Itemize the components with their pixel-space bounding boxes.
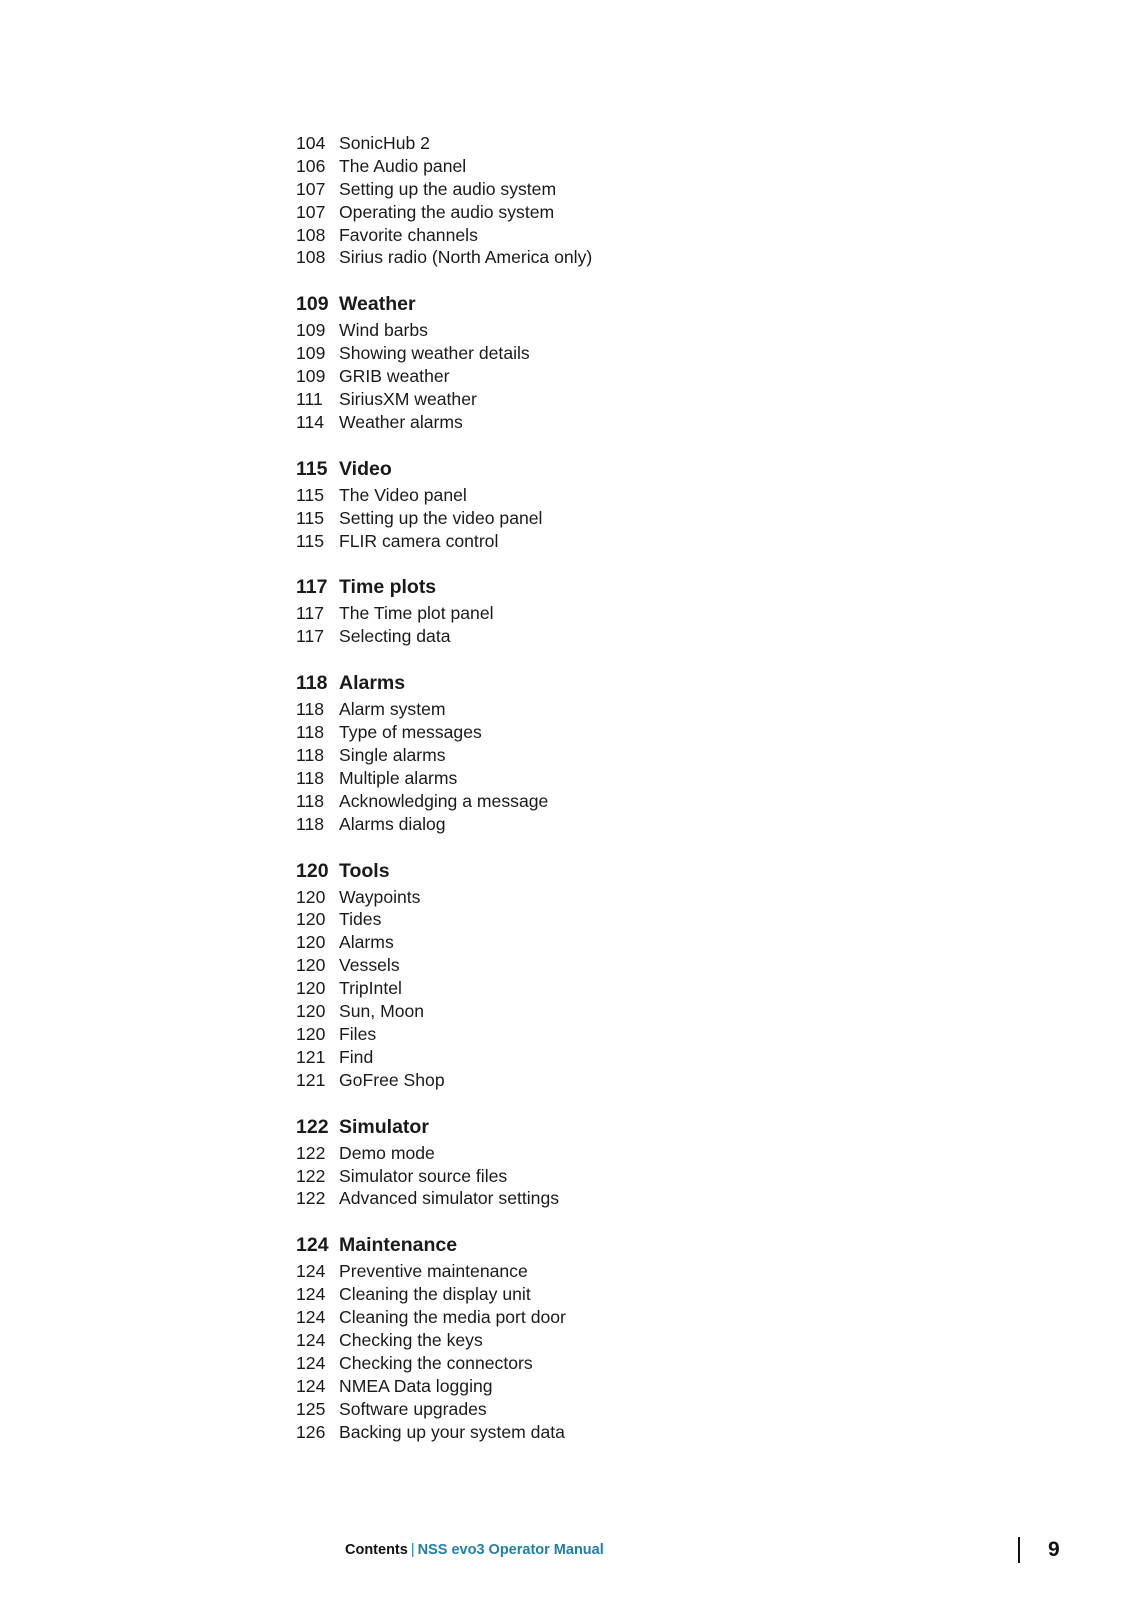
toc-entry[interactable] <box>296 342 996 365</box>
toc-entry-page: 124 <box>296 1261 326 1282</box>
toc-entry-title: Cleaning the display unit <box>339 1284 531 1305</box>
toc-entry-page: 124 <box>296 1307 326 1328</box>
toc-entry-title: Tides <box>339 909 382 930</box>
toc-entry[interactable] <box>296 931 996 954</box>
toc-entry[interactable] <box>296 388 996 411</box>
toc-entry-page: 121 <box>296 1069 326 1090</box>
toc-entry-page: 106 <box>296 155 326 176</box>
toc-entry[interactable] <box>296 1283 996 1306</box>
toc-entry-page: 120 <box>296 886 326 907</box>
footer-separator: | <box>410 1542 415 1558</box>
toc-entry-page: 124 <box>296 1329 326 1350</box>
toc-entry-page: 115 <box>296 507 325 528</box>
toc-entry[interactable] <box>296 1306 996 1329</box>
toc-chapter-page: 122 <box>296 1115 329 1138</box>
toc-entry-page: 114 <box>296 411 325 432</box>
toc-entry-title: Demo mode <box>339 1142 435 1163</box>
toc-entry-page: 118 <box>296 813 325 834</box>
toc-entry[interactable] <box>296 132 996 155</box>
toc-chapter-page: 117 <box>296 576 328 599</box>
toc-entry-title: Acknowledging a message <box>339 790 549 811</box>
toc-entry-page: 109 <box>296 343 326 364</box>
toc-entry-title: FLIR camera control <box>339 530 499 551</box>
toc-entry-title: Setting up the video panel <box>339 507 543 528</box>
toc-entry-page: 107 <box>296 201 326 222</box>
toc-entry[interactable] <box>296 790 996 813</box>
toc-entry-page: 118 <box>296 767 325 788</box>
toc-entry[interactable] <box>296 246 996 269</box>
toc-entry-page: 109 <box>296 320 326 341</box>
toc-entry-title: Operating the audio system <box>339 201 555 222</box>
toc-entry-page: 107 <box>296 178 326 199</box>
toc-entry-page: 117 <box>296 626 325 647</box>
toc-chapter-page: 109 <box>296 293 329 316</box>
toc-entry-title: The Time plot panel <box>339 603 494 624</box>
toc-entry[interactable] <box>296 484 996 507</box>
toc-section <box>296 859 996 1092</box>
toc-entry[interactable] <box>296 224 996 247</box>
toc-entry-title: Preventive maintenance <box>339 1261 528 1282</box>
page-footer <box>345 1542 604 1558</box>
toc-entry-page: 122 <box>296 1188 326 1209</box>
toc-chapter-title: Time plots <box>339 576 437 599</box>
footer-section-label: Contents <box>345 1542 408 1558</box>
toc-entry-title: Weather alarms <box>339 411 463 432</box>
toc-entry-title: Wind barbs <box>339 320 428 341</box>
toc-chapter-heading[interactable] <box>296 671 996 696</box>
toc-entry-page: 108 <box>296 224 326 245</box>
toc-entry[interactable] <box>296 1165 996 1188</box>
toc-entry[interactable] <box>296 1260 996 1283</box>
toc-section <box>296 132 996 269</box>
page-number-divider <box>1018 1537 1020 1563</box>
toc-entry[interactable] <box>296 813 996 836</box>
toc-entry[interactable] <box>296 1421 996 1444</box>
toc-entry-page: 124 <box>296 1284 326 1305</box>
toc-entry-page: 120 <box>296 955 326 976</box>
toc-entry-page: 115 <box>296 484 325 505</box>
toc-entry-page: 108 <box>296 247 326 268</box>
toc-entry[interactable] <box>296 721 996 744</box>
toc-entry-page: 118 <box>296 790 325 811</box>
toc-entry-title: Backing up your system data <box>339 1421 565 1442</box>
toc-entry-page: 120 <box>296 978 326 999</box>
toc-entry-title: GoFree Shop <box>339 1069 445 1090</box>
toc-entry[interactable] <box>296 1069 996 1092</box>
toc-chapter-heading[interactable] <box>296 457 996 482</box>
toc-entry-title: GRIB weather <box>339 366 450 387</box>
toc-entry-page: 111 <box>296 389 323 410</box>
toc-chapter-title: Maintenance <box>339 1234 458 1257</box>
toc-entry[interactable] <box>296 886 996 909</box>
toc-chapter-title: Alarms <box>339 672 406 695</box>
toc-entry-title: Multiple alarms <box>339 767 458 788</box>
toc-entry-title: Sirius radio (North America only) <box>339 247 593 268</box>
toc-chapter-page: 124 <box>296 1234 329 1257</box>
toc-entry[interactable] <box>296 530 996 553</box>
toc-entry[interactable] <box>296 1142 996 1165</box>
toc-entry-page: 115 <box>296 530 325 551</box>
toc-entry-title: Alarms dialog <box>339 813 446 834</box>
toc-entry-title: Waypoints <box>339 886 421 907</box>
toc-entry-page: 109 <box>296 366 326 387</box>
toc-entry[interactable] <box>296 1023 996 1046</box>
toc-chapter-heading[interactable] <box>296 1233 996 1258</box>
toc-entry-page: 126 <box>296 1421 326 1442</box>
toc-entry[interactable] <box>296 365 996 388</box>
toc-entry-page: 124 <box>296 1352 326 1373</box>
toc-chapter-title: Simulator <box>339 1115 429 1138</box>
toc-entry-title: Showing weather details <box>339 343 530 364</box>
toc-entry[interactable] <box>296 1046 996 1069</box>
toc-entry[interactable] <box>296 411 996 434</box>
toc-entry[interactable] <box>296 155 996 178</box>
toc-entry-page: 120 <box>296 909 326 930</box>
toc-entry[interactable] <box>296 1352 996 1375</box>
toc-entry-title: The Audio panel <box>339 155 467 176</box>
toc-entry[interactable] <box>296 977 996 1000</box>
toc-entry-title: Sun, Moon <box>339 1001 425 1022</box>
toc-entry-page: 124 <box>296 1375 326 1396</box>
toc-chapter-title: Video <box>339 457 392 480</box>
toc-entry[interactable] <box>296 319 996 342</box>
toc-section <box>296 575 996 648</box>
toc-entry-title: Advanced simulator settings <box>339 1188 560 1209</box>
toc-section <box>296 292 996 433</box>
toc-entry[interactable] <box>296 1329 996 1352</box>
toc-entry-page: 125 <box>296 1398 326 1419</box>
toc-entry-title: Alarm system <box>339 699 446 720</box>
toc-entry[interactable] <box>296 954 996 977</box>
toc-entry-page: 122 <box>296 1165 326 1186</box>
toc-entry-page: 117 <box>296 603 325 624</box>
toc-entry[interactable] <box>296 1375 996 1398</box>
toc-entry-page: 118 <box>296 722 325 743</box>
table-of-contents <box>296 132 996 1466</box>
toc-section <box>296 671 996 835</box>
toc-entry-page: 118 <box>296 745 325 766</box>
toc-entry[interactable] <box>296 178 996 201</box>
toc-section <box>296 1115 996 1211</box>
toc-section <box>296 457 996 553</box>
toc-entry[interactable] <box>296 201 996 224</box>
toc-entry[interactable] <box>296 744 996 767</box>
toc-entry-title: Vessels <box>339 955 400 976</box>
toc-chapter-title: Tools <box>339 859 390 882</box>
toc-entry-title: NMEA Data logging <box>339 1375 493 1396</box>
toc-entry-title: Alarms <box>339 932 394 953</box>
toc-entry-title: Find <box>339 1046 374 1067</box>
toc-entry-page: 120 <box>296 1001 326 1022</box>
toc-entry-title: Software upgrades <box>339 1398 487 1419</box>
toc-entry-title: Simulator source files <box>339 1165 508 1186</box>
toc-entry-title: Single alarms <box>339 745 446 766</box>
toc-entry[interactable] <box>296 507 996 530</box>
toc-entry-page: 118 <box>296 699 325 720</box>
toc-section <box>296 1233 996 1443</box>
toc-chapter-page: 115 <box>296 457 328 480</box>
toc-entry-title: TripIntel <box>339 978 402 999</box>
toc-entry-title: Setting up the audio system <box>339 178 557 199</box>
toc-chapter-page: 120 <box>296 859 329 882</box>
toc-entry-title: Files <box>339 1023 377 1044</box>
toc-chapter-page: 118 <box>296 672 328 695</box>
toc-entry-title: The Video panel <box>339 484 467 505</box>
toc-entry-title: SiriusXM weather <box>339 389 477 410</box>
toc-entry[interactable] <box>296 1000 996 1023</box>
toc-entry-page: 122 <box>296 1142 326 1163</box>
footer-manual-title: NSS evo3 Operator Manual <box>417 1542 604 1558</box>
toc-entry-title: Favorite channels <box>339 224 478 245</box>
toc-entry-title: Selecting data <box>339 626 451 647</box>
toc-entry-title: Cleaning the media port door <box>339 1307 566 1328</box>
toc-entry-page: 120 <box>296 1023 326 1044</box>
toc-entry[interactable] <box>296 767 996 790</box>
toc-entry-page: 104 <box>296 133 326 153</box>
page-number: 9 <box>1048 1538 1060 1561</box>
toc-chapter-heading[interactable] <box>296 1115 996 1140</box>
toc-entry-title: Checking the connectors <box>339 1352 533 1373</box>
toc-entry-page: 120 <box>296 932 326 953</box>
toc-entry[interactable] <box>296 602 996 625</box>
toc-entry-title: Checking the keys <box>339 1329 483 1350</box>
toc-entry[interactable] <box>296 908 996 931</box>
toc-chapter-heading[interactable] <box>296 575 996 600</box>
toc-entry[interactable] <box>296 698 996 721</box>
toc-entry-page: 121 <box>296 1046 326 1067</box>
toc-chapter-title: Weather <box>339 293 416 316</box>
toc-entry-title: SonicHub 2 <box>339 133 430 153</box>
toc-chapter-heading[interactable] <box>296 292 996 317</box>
toc-entry[interactable] <box>296 1187 996 1210</box>
toc-entry[interactable] <box>296 625 996 648</box>
toc-chapter-heading[interactable] <box>296 859 996 884</box>
toc-entry[interactable] <box>296 1398 996 1421</box>
toc-entry-title: Type of messages <box>339 722 482 743</box>
